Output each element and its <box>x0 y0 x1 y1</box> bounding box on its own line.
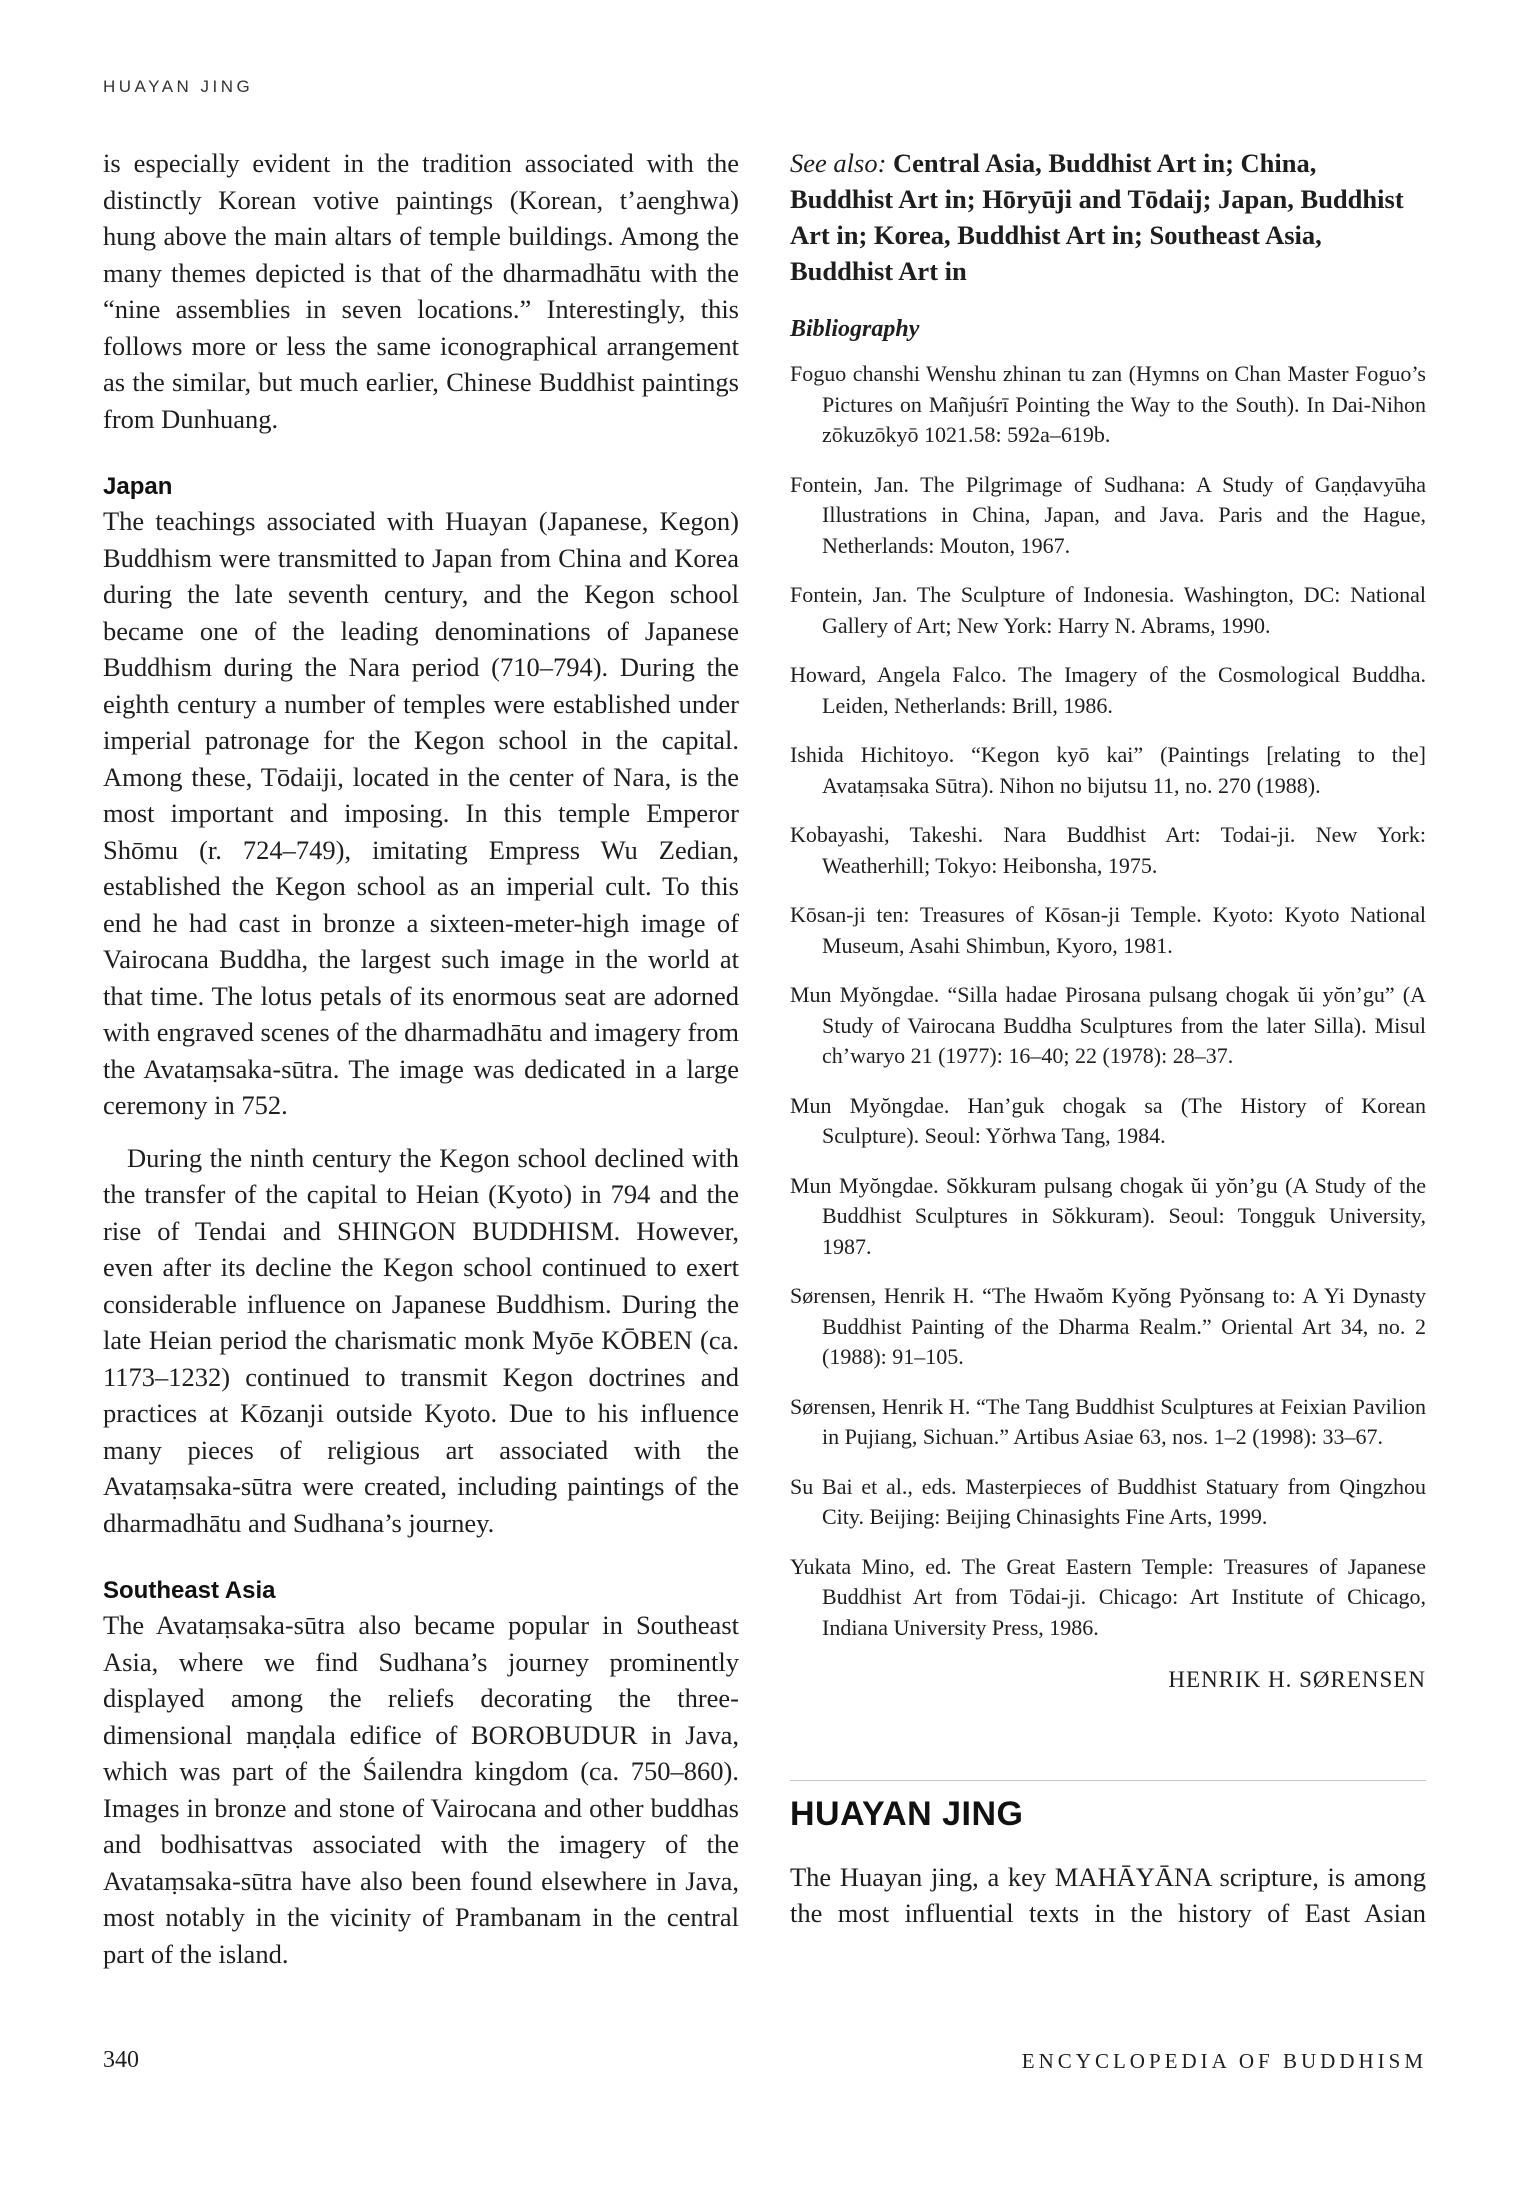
entry-title: HUAYAN JING <box>790 1794 1024 1833</box>
publication-title: ENCYCLOPEDIA OF BUDDHISM <box>1021 2049 1427 2073</box>
page-number: 340 <box>103 2047 139 2073</box>
entry-divider <box>790 1780 1426 1781</box>
left-column <box>103 145 739 1972</box>
section-heading-japan: Japan <box>103 473 173 500</box>
bibliography-entry: Howard, Angela Falco. The Imagery of the Cosmological Buddha. Leiden, Netherlands: Brill, 1986. <box>790 662 1426 718</box>
bibliography-entry: Su Bai et al., eds. Masterpieces of Buddhist Statuary from Qingzhou City. Beijing: Beijing Chinasights Fine Arts, 1999. <box>790 1473 1426 1529</box>
bibliography-entry: Fontein, Jan. The Sculpture of Indonesia. Washington, DC: National Gallery of Art; New York: Harry N. Abrams, 1990. <box>790 582 1426 638</box>
see-also-refs[interactable]: Central Asia, Buddhist Art in; China, Buddhist Art in; Hōryūji and Tōdaij; Japan, Buddhist Art in; Korea, Buddhist Art in; Southeast Asia, Buddhist Art in <box>790 148 1404 286</box>
bibliography-entry: Sørensen, Henrik H. “The Tang Buddhist Sculptures at Feixian Pavilion in Pujiang, Sichuan.” Artibus Asiae 63, nos. 1–2 (1998): 33–67. <box>790 1393 1426 1449</box>
bibliography-entry: Yukata Mino, ed. The Great Eastern Temple: Treasures of Japanese Buddhist Art from Tōdai-ji. Chicago: Art Institute of Chicago, Indiana University Press, 1986. <box>790 1553 1426 1640</box>
bibliography-list <box>790 359 1426 1643</box>
see-also <box>790 145 1426 289</box>
bibliography-heading: Bibliography <box>790 316 920 342</box>
entry-intro: The Huayan jing, a key MAHĀYĀNA scripture, is among the most influential texts in the history of East Asian <box>790 1861 1426 1928</box>
bibliography-entry: Mun Myŏngdae. Han’guk chogak sa (The History of Korean Sculpture). Seoul: Yŏrhwa Tang, 1984. <box>790 1092 1426 1148</box>
bibliography-entry: Mun Myŏngdae. Sŏkkuram pulsang chogak ŭi yŏn’gu (A Study of the Buddhist Sculptures in Sŏkkuram). Seoul: Tongguk University, 1987. <box>790 1172 1426 1259</box>
section-heading-southeast-asia: Southeast Asia <box>103 1577 276 1604</box>
bibliography-entry: Kōsan-ji ten: Treasures of Kōsan-ji Temple. Kyoto: Kyoto National Museum, Asahi Shimbun, Kyoro, 1981. <box>790 902 1426 958</box>
bibliography-entry: Mun Myŏngdae. “Silla hadae Pirosana pulsang chogak ŭi yŏn’gu” (A Study of Vairocana Buddha Sculptures from the later Silla). Misul ch’waryo 21 (1977): 16–40; 22 (1978): 28–37. <box>790 982 1426 1068</box>
bibliography-entry: Fontein, Jan. The Pilgrimage of Sudhana: A Study of Gaṇḍavyūha Illustrations in China, Japan, and Java. Paris and the Hague, Netherlands: Mouton, 1967. <box>790 471 1426 558</box>
intro-paragraph: is especially evident in the tradition associated with the distinctly Korean votive paintings (Korean, t’aenghwa) hung above the main altars of temple buildings. Among the many themes depicted is that of the dharmadhātu with the “nine assemblies in seven locations.” Interestingly, this follows more or less the same iconographical arrangement as the similar, but much earlier, Chinese Buddhist paintings from Dunhuang. <box>103 148 739 434</box>
bibliography-entry: Ishida Hichitoyo. “Kegon kyō kai” (Paintings [relating to the] Avataṃsaka Sūtra). Nihon no bijutsu 11, no. 270 (1988). <box>790 742 1426 798</box>
japan-paragraph-1: The teachings associated with Huayan (Japanese, Kegon) Buddhism were transmitted to Japan from China and Korea during the late seventh century, and the Kegon school became one of the leading denominations of Japanese Buddhism during the Nara period (710–794). During the eighth century a number of temples were established under imperial patronage for the Kegon school in the capital. Among these, Tōdaiji, located in the center of Nara, is the most important and imposing. In this temple Emperor Shōmu (r. 724–749), imitating Empress Wu Zedian, established the Kegon school as an imperial cult. To this end he had cast in bronze a sixteen-meter-high image of Vairocana Buddha, the largest such image in the world at that time. The lotus petals of its enormous seat are adorned with engraved scenes of the dharmadhātu and imagery from the Avataṃsaka-sūtra. The image was dedicated in a large ceremony in 752. <box>103 506 739 1120</box>
see-also-label: See also: <box>790 148 887 178</box>
bibliography-entry: Kobayashi, Takeshi. Nara Buddhist Art: Todai-ji. New York: Weatherhill; Tokyo: Heibonsha, 1975. <box>790 822 1426 878</box>
bibliography-entry: Foguo chanshi Wenshu zhinan tu zan (Hymns on Chan Master Foguo’s Pictures on Mañjuśrī Pointing the Way to the South). In Dai-Nihon zōkuzōkyō 1021.58: 592a–619b. <box>790 361 1426 447</box>
japan-paragraph-2: During the ninth century the Kegon school declined with the transfer of the capital to Heian (Kyoto) in 794 and the rise of Tendai and SHINGON BUDDHISM. However, even after its decline the Kegon school continued to exert considerable influence on Japanese Buddhism. During the late Heian period the charismatic monk Myōe KŌBEN (ca. 1173–1232) continued to transmit Kegon doctrines and practices at Kōzanji outside Kyoto. Due to his influence many pieces of religious art associated with the Avataṃsaka-sūtra were created, including paintings of the dharmadhātu and Sudhana’s journey. <box>103 1142 739 1538</box>
author-signature: HENRIK H. SØRENSEN <box>1168 1667 1426 1692</box>
bibliography-entry: Sørensen, Henrik H. “The Hwaŏm Kyŏng Pyŏnsang to: A Yi Dynasty Buddhist Painting of the Dharma Realm.” Oriental Art 34, no. 2 (1988): 91–105. <box>790 1283 1426 1369</box>
southeast-asia-paragraph: The Avataṃsaka-sūtra also became popular in Southeast Asia, where we find Sudhana’s journey prominently displayed among the reliefs decorating the three-dimensional maṇḍala edifice of BOROBUDUR in Java, which was part of the Śailendra kingdom (ca. 750–860). Images in bronze and stone of Vairocana and other buddhas and bodhisattvas associated with the imagery of the Avataṃsaka-sūtra have also been found elsewhere in Java, most notably in the vicinity of Prambanam in the central part of the island. <box>103 1610 739 1969</box>
right-column <box>790 145 1426 1932</box>
running-head: HUAYAN JING <box>103 77 254 96</box>
